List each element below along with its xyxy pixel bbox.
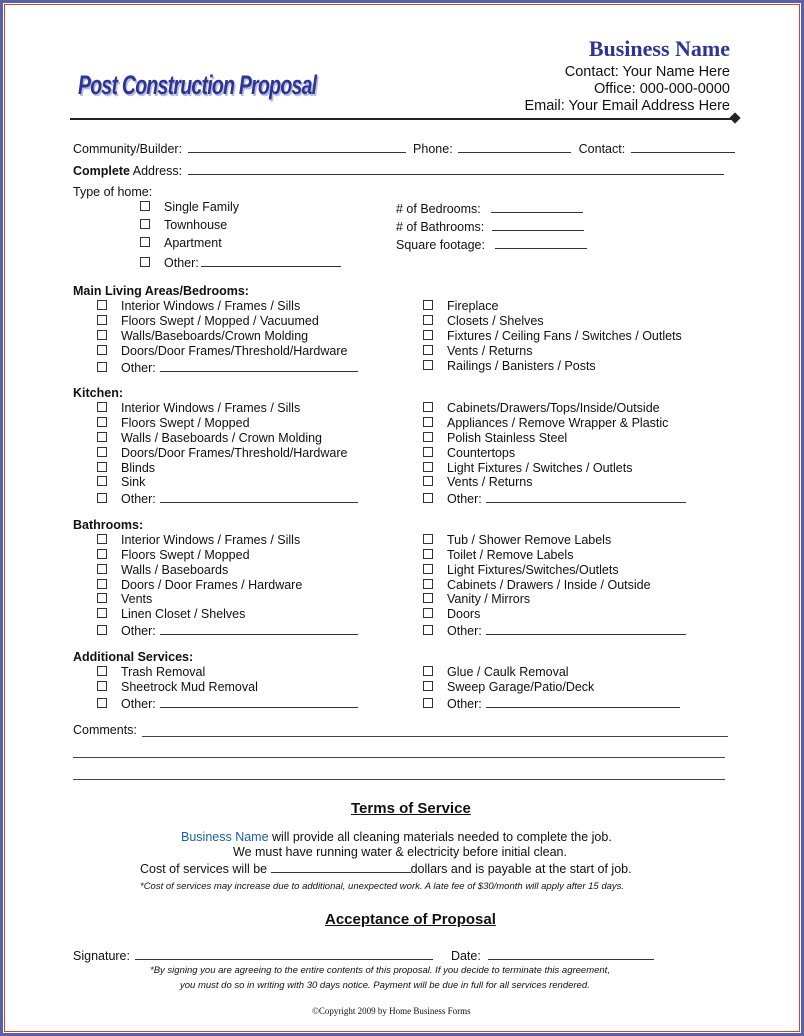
phone-field[interactable] (458, 140, 571, 153)
cost-field[interactable] (271, 860, 411, 873)
checklist-item[interactable]: Blinds (97, 461, 155, 475)
home-type-option[interactable]: Apartment (140, 236, 222, 250)
checklist-item[interactable]: Interior Windows / Frames / Sills (97, 401, 300, 415)
checklist-item[interactable]: Floors Swept / Mopped (97, 416, 250, 430)
terms-line-2: We must have running water & electricity before initial clean. (233, 845, 567, 859)
other-home-field[interactable] (201, 254, 341, 267)
phone-label: Phone: (413, 142, 453, 156)
email-address: Email: Your Email Address Here (524, 98, 730, 114)
address-label: Address: (132, 164, 183, 178)
checklist-item-other[interactable]: Other: (423, 622, 686, 638)
comments-line[interactable] (73, 779, 725, 780)
section-title-bathrooms: Bathrooms: (73, 518, 144, 532)
section-title-kitchen: Kitchen: (73, 386, 123, 400)
checklist-item[interactable]: Glue / Caulk Removal (423, 665, 569, 679)
checkbox[interactable] (140, 219, 150, 229)
contact-name: Contact: Your Name Here (564, 64, 730, 80)
checklist-item[interactable]: Doors / Door Frames / Hardware (97, 578, 302, 592)
checkbox[interactable] (140, 257, 150, 267)
contact-field[interactable] (631, 140, 735, 153)
sqft-field[interactable] (495, 236, 587, 249)
bedrooms-row: # of Bedrooms: (396, 200, 583, 216)
checklist-item[interactable]: Interior Windows / Frames / Sills (97, 533, 300, 547)
section-title-additional: Additional Services: (73, 650, 194, 664)
office-phone: Office: 000-000-0000 (594, 81, 730, 97)
comments-label: Comments: (73, 723, 137, 737)
acceptance-note-1: *By signing you are agreeing to the entire contents of this proposal. If you decide to terminate this agreement, (150, 965, 610, 976)
signature-row: Signature: Date: (73, 947, 654, 963)
checklist-item[interactable]: Interior Windows / Frames / Sills (97, 299, 300, 313)
community-field[interactable] (188, 140, 406, 153)
section-title-living: Main Living Areas/Bedrooms: (73, 284, 249, 298)
checklist-item[interactable]: Sweep Garage/Patio/Deck (423, 680, 594, 694)
signature-field[interactable] (135, 947, 433, 960)
bathrooms-field[interactable] (492, 218, 584, 231)
checkbox[interactable] (140, 237, 150, 247)
terms-note: *Cost of services may increase due to additional, unexpected work. A late fee of $30/month will apply after 15 days. (140, 881, 625, 892)
checklist-item[interactable]: Trash Removal (97, 665, 205, 679)
checklist-item[interactable]: Walls/Baseboards/Crown Molding (97, 329, 308, 343)
checklist-item-other[interactable]: Other: (97, 359, 358, 375)
checklist-item[interactable]: Tub / Shower Remove Labels (423, 533, 611, 547)
checklist-item-other[interactable]: Other: (97, 695, 358, 711)
date-field[interactable] (488, 947, 654, 960)
comments-line[interactable] (142, 736, 728, 737)
terms-title: Terms of Service (351, 800, 471, 817)
checklist-item[interactable]: Countertops (423, 446, 515, 460)
checklist-item[interactable]: Doors (423, 607, 480, 621)
checkbox[interactable] (140, 201, 150, 211)
checklist-item[interactable]: Linen Closet / Shelves (97, 607, 245, 621)
checklist-item-other[interactable]: Other: (423, 695, 680, 711)
address-field[interactable] (188, 162, 724, 175)
community-row (73, 140, 735, 156)
checklist-item[interactable]: Railings / Banisters / Posts (423, 359, 596, 373)
checklist-item[interactable]: Sheetrock Mud Removal (97, 680, 258, 694)
copyright: ©Copyright 2009 by Home Business Forms (312, 1006, 471, 1016)
checklist-item[interactable]: Light Fixtures / Switches / Outlets (423, 461, 633, 475)
checklist-item-other[interactable]: Other: (97, 622, 358, 638)
checklist-item[interactable]: Cabinets / Drawers / Inside / Outside (423, 578, 651, 592)
acceptance-note-2: you must do so in writing with 30 days notice. Payment will be due in full for all services rendered. (180, 980, 590, 991)
complete-label: Complete (73, 164, 130, 178)
checklist-item[interactable]: Doors/Door Frames/Threshold/Hardware (97, 446, 347, 460)
checklist-item[interactable]: Doors/Door Frames/Threshold/Hardware (97, 344, 347, 358)
checklist-item[interactable]: Sink (97, 475, 145, 489)
checklist-item[interactable]: Vents / Returns (423, 344, 532, 358)
logo-title: Post Construction Proposal (78, 70, 317, 100)
checklist-item[interactable]: Fireplace (423, 299, 498, 313)
checklist-item[interactable]: Cabinets/Drawers/Tops/Inside/Outside (423, 401, 660, 415)
acceptance-title: Acceptance of Proposal (325, 911, 496, 928)
checklist-item[interactable]: Walls / Baseboards (97, 563, 228, 577)
header-divider (70, 118, 736, 120)
community-label: Community/Builder: (73, 142, 183, 156)
address-row (73, 162, 724, 178)
sqft-row: Square footage: (396, 236, 587, 252)
checklist-item[interactable]: Fixtures / Ceiling Fans / Switches / Outlets (423, 329, 682, 343)
divider-end-marker (729, 112, 740, 123)
home-type-option[interactable]: Single Family (140, 200, 239, 214)
business-name: Business Name (588, 36, 730, 61)
checklist-item-other[interactable]: Other: (97, 490, 358, 506)
checklist-item[interactable]: Vents / Returns (423, 475, 532, 489)
terms-line-1: Business Name will provide all cleaning materials needed to complete the job. (181, 830, 612, 844)
terms-line-3: Cost of services will be dollars and is payable at the start of job. (140, 862, 632, 876)
bathrooms-row: # of Bathrooms: (396, 218, 584, 234)
checklist-item[interactable]: Light Fixtures/Switches/Outlets (423, 563, 619, 577)
contact-label: Contact: (578, 142, 626, 156)
checklist-item-other[interactable]: Other: (423, 490, 686, 506)
type-of-home-label: Type of home: (73, 185, 153, 199)
checklist-item[interactable]: Toilet / Remove Labels (423, 548, 573, 562)
bedrooms-field[interactable] (491, 200, 583, 213)
checklist-item[interactable]: Vanity / Mirrors (423, 592, 530, 606)
comments-line[interactable] (73, 757, 725, 758)
checklist-item[interactable]: Appliances / Remove Wrapper & Plastic (423, 416, 668, 430)
terms-business-name: Business Name (181, 830, 269, 844)
home-type-option[interactable]: Other: (140, 254, 341, 270)
home-type-option[interactable]: Townhouse (140, 218, 227, 232)
checklist-item[interactable]: Walls / Baseboards / Crown Molding (97, 431, 322, 445)
checklist-item[interactable]: Polish Stainless Steel (423, 431, 567, 445)
checklist-item[interactable]: Floors Swept / Mopped / Vacuumed (97, 314, 319, 328)
checklist-item[interactable]: Floors Swept / Mopped (97, 548, 250, 562)
checklist-item[interactable]: Vents (97, 592, 152, 606)
checklist-item[interactable]: Closets / Shelves (423, 314, 544, 328)
